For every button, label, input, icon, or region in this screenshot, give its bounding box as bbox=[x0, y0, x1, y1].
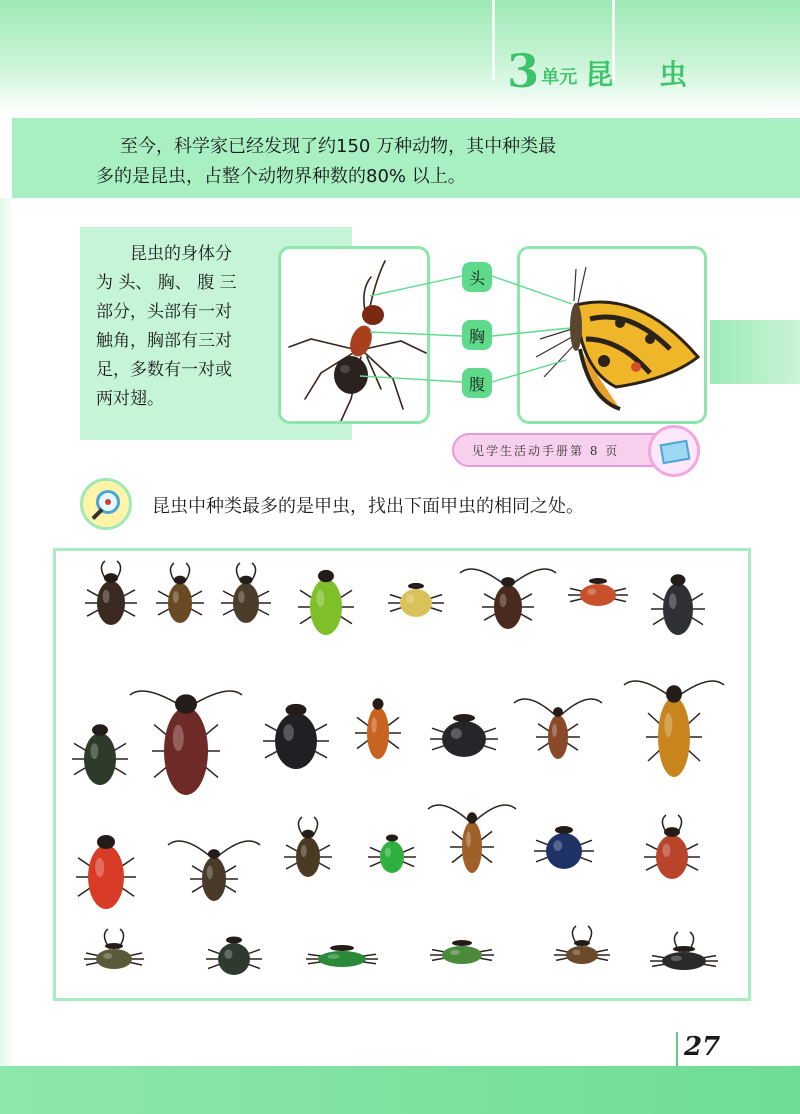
label-abdomen: 腹 bbox=[462, 368, 492, 398]
label-head: 头 bbox=[462, 262, 492, 292]
task-prompt: 昆虫中种类最多的是甲虫，找出下面甲虫的相同之处。 bbox=[152, 496, 584, 517]
beetle-illustration bbox=[206, 936, 262, 975]
beetle-illustration bbox=[388, 583, 444, 617]
footer-band bbox=[0, 1066, 800, 1114]
beetle-illustration bbox=[284, 817, 332, 877]
beetle-illustration bbox=[85, 561, 137, 625]
beetle-illustration bbox=[644, 815, 700, 879]
body-line: 触角，胸部有三对 bbox=[96, 331, 232, 351]
beetle-illustration bbox=[460, 569, 556, 629]
page-number: 27 bbox=[684, 1032, 721, 1062]
beetle-illustration bbox=[156, 563, 204, 623]
beetle-illustration bbox=[76, 835, 136, 909]
beetle-illustration bbox=[554, 926, 610, 964]
beetle-illustration bbox=[534, 826, 594, 869]
beetle-illustration bbox=[514, 699, 602, 759]
unit-name: 昆 虫 bbox=[585, 58, 705, 91]
workbook-icon bbox=[648, 425, 700, 477]
beetle-illustrations bbox=[56, 551, 748, 998]
body-line: 昆虫的身体分 bbox=[130, 244, 232, 264]
body-line: 为 头、 胸、 腹 三 bbox=[96, 273, 237, 293]
beetle-illustration bbox=[568, 578, 628, 606]
beetle-illustration bbox=[650, 932, 718, 970]
label-thorax: 胸 bbox=[462, 320, 492, 350]
body-line: 足，多数有一对或 bbox=[96, 360, 232, 380]
beetle-illustration bbox=[298, 570, 354, 635]
beetle-illustration bbox=[428, 805, 516, 873]
beetle-illustration bbox=[430, 714, 498, 757]
beetle-illustration bbox=[624, 681, 724, 777]
beetle-illustration bbox=[306, 945, 378, 967]
beetle-illustration bbox=[130, 691, 242, 795]
beetle-illustration bbox=[368, 834, 416, 873]
magnifier-icon bbox=[80, 478, 132, 530]
beetle-illustration bbox=[168, 841, 260, 901]
body-line: 两对翅。 bbox=[96, 389, 164, 409]
beetle-illustration bbox=[355, 698, 401, 759]
unit-word: 单元 bbox=[541, 67, 578, 88]
workbook-reference-text: 见学生活动手册第 8 页 bbox=[472, 443, 620, 458]
beetle-illustration bbox=[430, 940, 494, 964]
unit-number: 3 bbox=[507, 44, 540, 98]
beetle-illustration bbox=[84, 929, 144, 969]
beetle-gallery bbox=[53, 548, 751, 1001]
intro-line-1: 至今，科学家已经发现了约150 万种动物，其中种类最 bbox=[120, 136, 557, 157]
beetle-illustration bbox=[221, 563, 271, 623]
beetle-illustration bbox=[651, 574, 705, 635]
body-line: 部分，头部有一对 bbox=[96, 302, 232, 322]
workbook-reference bbox=[452, 433, 700, 467]
intro-line-2: 多的是昆虫，占整个动物界种数的80% 以上。 bbox=[96, 166, 466, 187]
beetle-illustration bbox=[263, 704, 329, 769]
beetle-illustration bbox=[72, 724, 128, 785]
